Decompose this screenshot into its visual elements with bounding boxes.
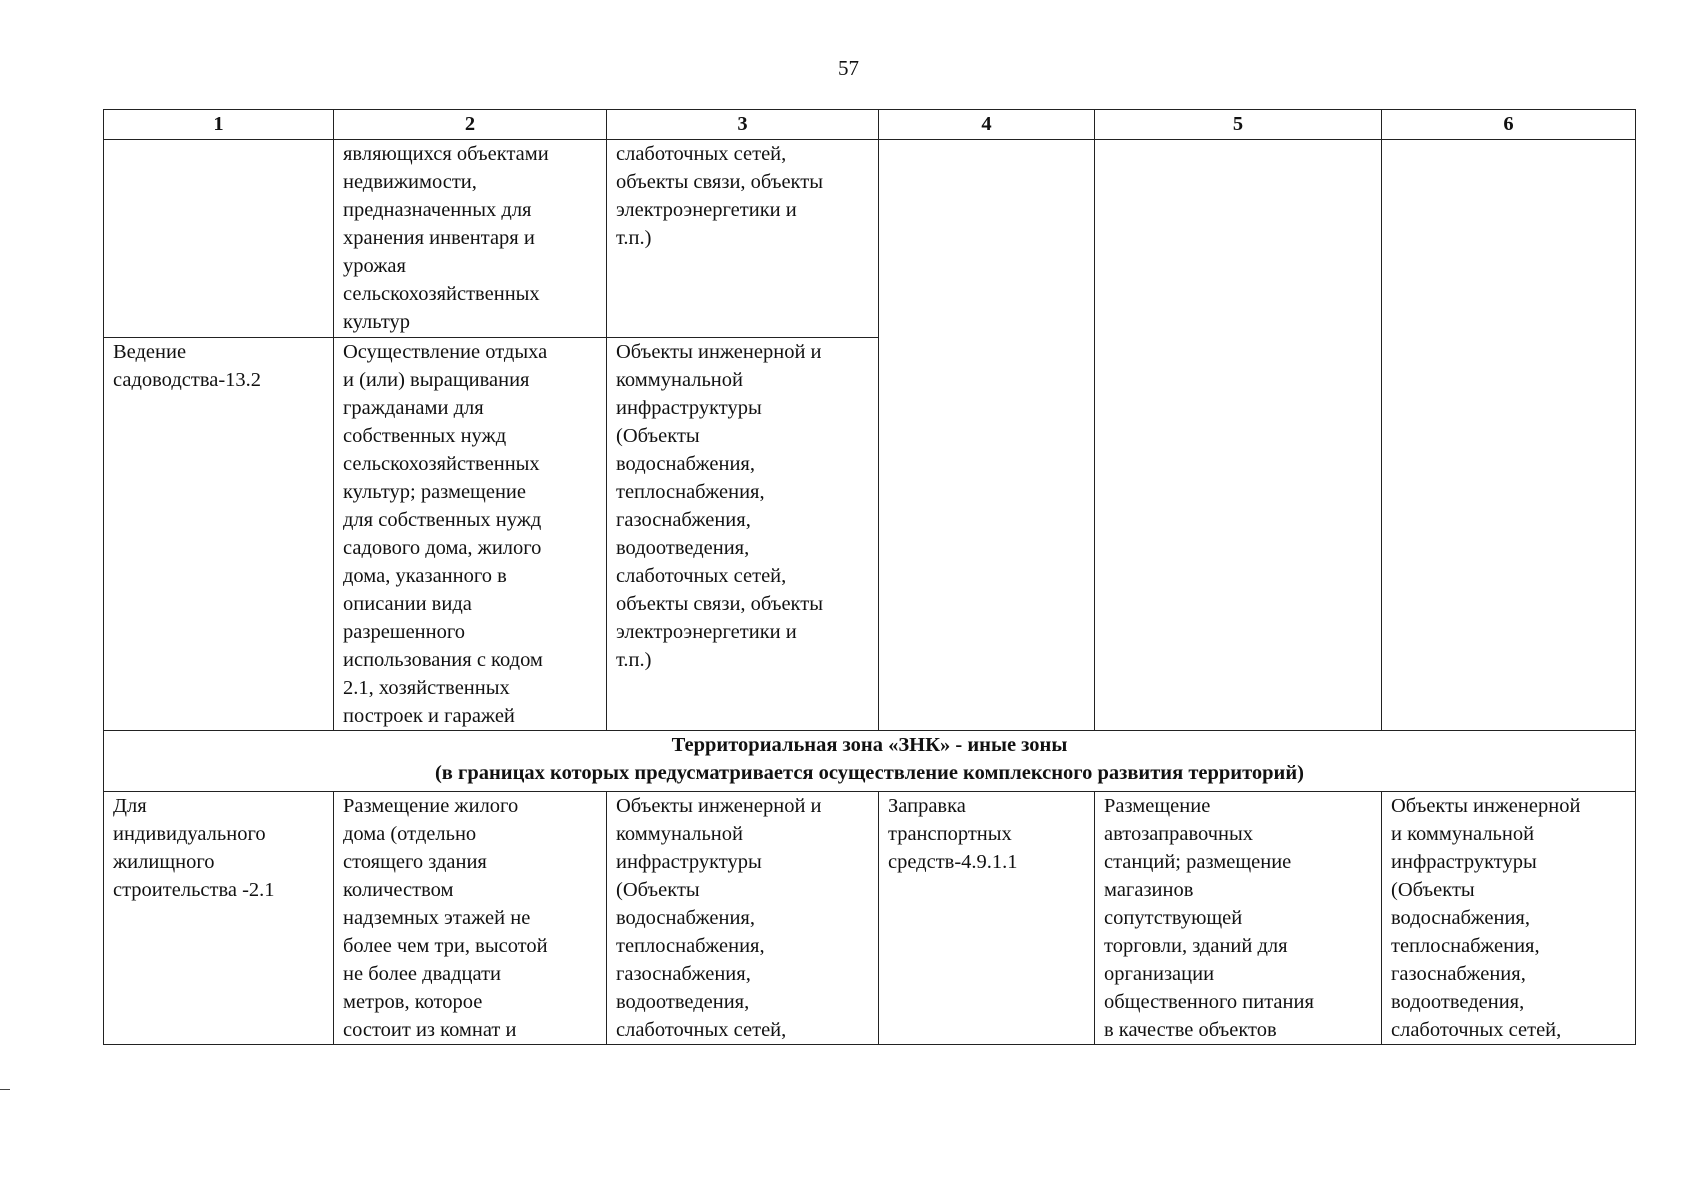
table-header-row bbox=[104, 110, 1636, 140]
column-header-4: 4 bbox=[879, 110, 1095, 140]
cell-text: слаботочных сетей, объекты связи, объекты электроэнергетики и т.п.) bbox=[616, 143, 823, 249]
table-row bbox=[104, 792, 1636, 1045]
cell-text: Ведение садоводства-13.2 bbox=[113, 341, 262, 391]
cell-text: Объекты инженерной и коммунальной инфраструктуры (Объекты водоснабжения, теплоснабжения, газоснабжения, водоотведения, слаботочных сетей, объекты связи, объекты электроэнергетики и т.п.) bbox=[616, 341, 823, 671]
cell-use-description bbox=[334, 792, 607, 1045]
zone-title: Территориальная зона «ЗНК» - иные зоны bbox=[671, 734, 1068, 756]
cell-use-type bbox=[104, 140, 334, 338]
zone-subtitle: (в границах которых предусматривается осуществление комплексного развития территорий) bbox=[434, 762, 1305, 784]
cell-text: Осуществление отдыха и (или) выращивания гражданами для собственных нужд сельскохозяйственных культур; размещение для собственных нужд садового дома, жилого дома, указанного в описании вида разрешенного использования с кодом 2.1, хозяйственных построек и гаражей bbox=[343, 341, 548, 727]
permitted-use-table bbox=[103, 109, 1636, 1045]
cell-text: Для индивидуального жилищного строительства -2.1 bbox=[113, 795, 275, 901]
column-header-5: 5 bbox=[1095, 110, 1382, 140]
cell-use-type bbox=[104, 792, 334, 1045]
cell-text: Заправка транспортных средств-4.9.1.1 bbox=[888, 795, 1018, 873]
table-row bbox=[104, 140, 1636, 338]
cell-text: являющихся объектами недвижимости, предназначенных для хранения инвентаря и урожая сельскохозяйственных культур bbox=[343, 143, 549, 333]
cell-auxiliary-use-description bbox=[1095, 792, 1382, 1045]
cell-auxiliary-facilities bbox=[1382, 140, 1636, 731]
page-number: 57 bbox=[838, 56, 859, 80]
cell-facilities bbox=[607, 338, 879, 731]
cell-facilities bbox=[607, 792, 879, 1045]
zone-heading-row bbox=[104, 731, 1636, 792]
cell-text: Размещение жилого дома (отдельно стоящего здания количеством надземных этажей не более чем три, высотой не более двадцати метров, которое состоит из комнат и bbox=[343, 795, 548, 1041]
cell-text: Размещение автозаправочных станций; размещение магазинов сопутствующей торговли, зданий для организации общественного питания в качестве объектов bbox=[1104, 795, 1314, 1041]
cell-use-description bbox=[334, 140, 607, 338]
column-header-6: 6 bbox=[1382, 110, 1636, 140]
cell-facilities bbox=[607, 140, 879, 338]
cell-auxiliary-use-type bbox=[879, 792, 1095, 1045]
cell-text: Объекты инженерной и коммунальной инфраструктуры (Объекты водоснабжения, теплоснабжения, газоснабжения, водоотведения, слаботочных сетей, bbox=[616, 795, 822, 1041]
column-header-3: 3 bbox=[607, 110, 879, 140]
cell-auxiliary-use-description bbox=[1095, 140, 1382, 731]
cell-auxiliary-use-type bbox=[879, 140, 1095, 731]
zone-heading bbox=[104, 731, 1636, 792]
cell-use-description bbox=[334, 338, 607, 731]
column-header-1: 1 bbox=[104, 110, 334, 140]
scan-edge-mark bbox=[0, 1089, 10, 1090]
column-header-2: 2 bbox=[334, 110, 607, 140]
cell-use-type bbox=[104, 338, 334, 731]
cell-auxiliary-facilities bbox=[1382, 792, 1636, 1045]
cell-text: Объекты инженерной и коммунальной инфраструктуры (Объекты водоснабжения, теплоснабжения, газоснабжения, водоотведения, слаботочных сетей, bbox=[1391, 795, 1581, 1041]
